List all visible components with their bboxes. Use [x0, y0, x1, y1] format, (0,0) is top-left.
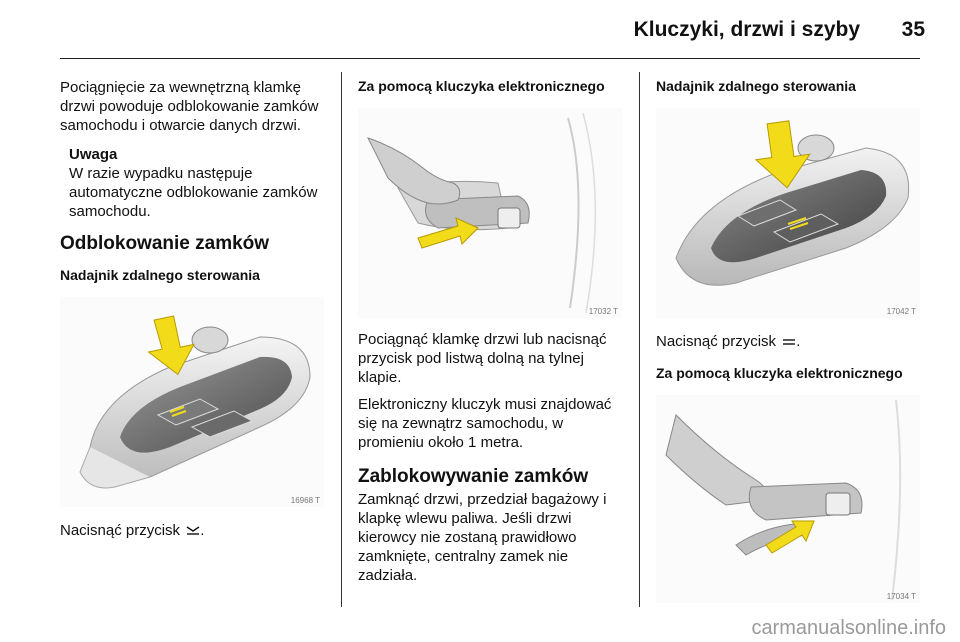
- figure-code: 17034 T: [886, 592, 916, 601]
- figure-code: 17042 T: [886, 307, 916, 316]
- column-divider: [341, 72, 342, 607]
- header-rule: [60, 58, 920, 59]
- paragraph-locking: Zamknąć drzwi, przedział bagażowy i klapkę wlewu paliwa. Jeśli drzwi kierowcy nie zostaną prawidłowo zamknięte, centralny zamek nie zadziała.: [358, 491, 607, 584]
- unlock-button-icon: [186, 525, 200, 536]
- figure-code: 16968 T: [290, 496, 320, 505]
- note-text: W razie wypadku następuje automatyczne odblokowanie zamków samochodu.: [69, 165, 318, 220]
- column-3: [656, 78, 924, 603]
- intro-paragraph: Pociągnięcie za wewnętrzną klamkę drzwi powoduje odblokowanie zamków samochodu i otwarcie danych drzwi.: [60, 79, 319, 134]
- figure-door-button: [656, 395, 920, 603]
- column-1: [60, 78, 330, 540]
- page-number: 35: [901, 18, 925, 41]
- watermark: carmanualsonline.info: [751, 617, 946, 639]
- caption-unlock-text: Nacisnąć przycisk: [60, 522, 181, 539]
- figure-door-handle: [358, 108, 622, 318]
- section-title: Kluczyki, drzwi i szyby: [633, 18, 860, 41]
- note-box: [69, 145, 330, 221]
- heading-locking: Zablokowywanie zamków: [358, 466, 589, 487]
- subheading-remote: Nadajnik zdalnego sterowania: [60, 267, 260, 283]
- subheading-electronic-key: Za pomocą kluczyka elektronicznego: [656, 365, 903, 381]
- caption-lock-text: Nacisnąć przycisk: [656, 333, 777, 350]
- caption-lock-end: .: [796, 333, 801, 350]
- subheading-remote: Nadajnik zdalnego sterowania: [656, 78, 856, 94]
- heading-unlocking: Odblokowanie zamków: [60, 233, 270, 254]
- note-title: Uwaga: [69, 146, 118, 163]
- caption-lock: [656, 332, 924, 351]
- subheading-electronic-key: Za pomocą kluczyka elektronicznego: [358, 78, 605, 94]
- remote-key-illustration: [656, 108, 920, 318]
- column-2: [358, 78, 630, 585]
- door-button-illustration: [656, 395, 920, 603]
- column-divider: [639, 72, 640, 607]
- remote-key-illustration: [60, 297, 324, 507]
- figure-remote-unlock: [60, 297, 324, 507]
- figure-remote-lock: [656, 108, 920, 318]
- lock-button-icon: [782, 336, 796, 347]
- caption-unlock: [60, 521, 330, 540]
- caption-unlock-end: .: [200, 522, 205, 539]
- paragraph-key-range: Elektroniczny kluczyk musi znajdować się na zewnątrz samochodu, w promieniu około 1 metra.: [358, 396, 612, 451]
- figure-code: 17032 T: [588, 307, 618, 316]
- door-handle-illustration: [358, 108, 622, 318]
- paragraph-pull-handle: Pociągnąć klamkę drzwi lub nacisnąć przycisk pod listwą dolną na tylnej klapie.: [358, 331, 607, 386]
